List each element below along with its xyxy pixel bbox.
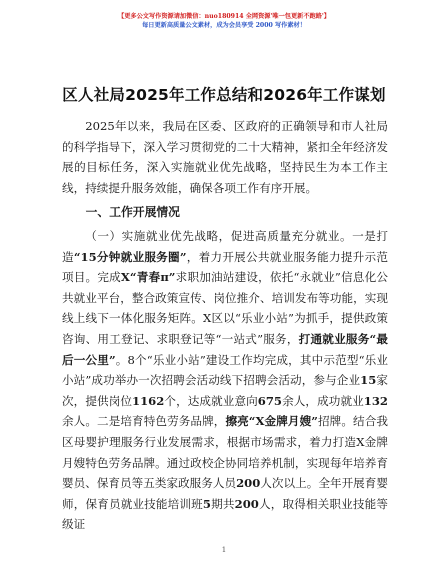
text-run: 个，达成就业意向 [164,393,258,408]
text-run: （一）实施就业优先战略，促进高质量充分就业。一是打造 [62,228,388,264]
bold-run: 200 [234,496,259,511]
document-body [62,116,388,535]
document-title: 区人社局2025年工作总结和2026年工作谋划 [62,86,386,104]
text-run: 人，取得相关职业技能等级证 [62,496,388,532]
text-run: 家次，提供岗位 [62,373,388,408]
bold-run: 擦亮“X金牌月嫂” [225,414,318,429]
text-run: 。8个“乐业小站”建设工作均完成，其中示范型“乐业小站”成功举办一次招聘会活动线下招聘会活动，参与企业 [62,352,388,388]
promo-line-1: 【更多公文写作资源请加微信：nuo180914 全网资源'唯一包更新不跑路'】 [118,13,330,20]
bold-run: X“青春π” [120,270,176,285]
promo-line-2: 每日更新高质量公文素材，成为会员享受 2000 写作素材！ [142,22,306,29]
page-number: 1 [221,546,227,554]
bold-run: 打通就业服务“最后一公里” [62,331,389,367]
bold-run: “15分钟就业服务圈” [73,249,187,264]
text-run: 期共 [210,496,235,511]
bold-run: 1162 [132,393,165,408]
bold-run: 200 [236,476,261,491]
text-run: ，着力开展公共就业服务能力提升示范项目。完成 [62,249,388,285]
text-run: 招牌。结合我区母婴护理服务行业发展需求，根据市场需求，着力打造X金牌月嫂特色劳务品牌。通过政校企协同培养机制，实现每年培养育婴员、保育员等五类家政服务人员 [62,414,388,491]
bold-run: 132 [363,393,388,408]
bold-run: 5 [202,496,211,511]
text-run: 求职加油站建设，依托“永就业”信息化公共就业平台，整合政策宣传、岗位推介、培训发布等功能，实现线上线下一体化服务矩阵。X区以“乐业小站”为抓手，提供政策咨询、用工登记、求职登记等“一站式”服务， [62,270,388,346]
intro-paragraph: 2025年以来，我局在区委、区政府的正确领导和市人社局的科学指导下，深入学习贯彻党的二十大精神，紧扣全年经济发展的目标任务，深入实施就业优先战略，坚持民生为本工作主线，持续提升服务效能，确保各项工作有序开展。 [62,119,388,195]
text-run: 余人，成功就业 [282,393,364,408]
bold-run: 15 [360,373,377,388]
promo-banner [0,12,448,30]
bold-run: 675 [257,393,282,408]
body-paragraph [62,226,388,535]
text-run: 余人。二是培育特色劳务品牌， [62,414,226,429]
section-heading: 一、工作开展情况 [85,205,180,220]
text-run: 人次以上。全年开展育婴师，保育员就业技能培训班 [62,476,388,511]
